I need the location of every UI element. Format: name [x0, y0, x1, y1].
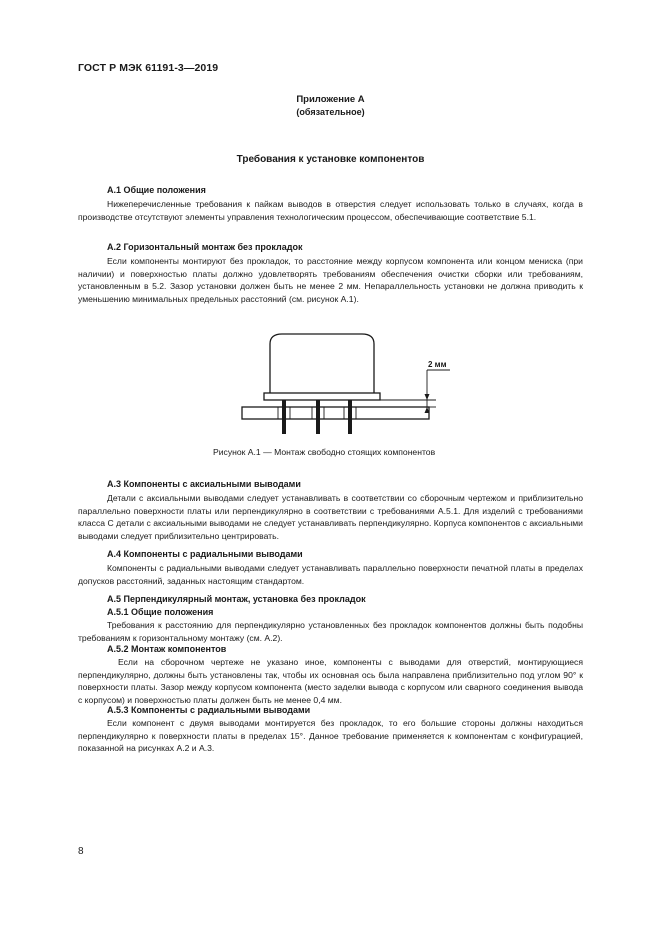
section-a5-heading: А.5 Перпендикулярный монтаж, установка без прокладок — [107, 594, 366, 604]
dimension-label: 2 мм — [428, 360, 447, 369]
section-a4-text: Компоненты с радиальными выводами следует устанавливать параллельно поверхности печатной платы в пределах допусков расстояний, заданных настоящим стандартом. — [78, 563, 583, 586]
component-flange — [264, 393, 380, 400]
lead-3 — [348, 400, 352, 434]
lead-2 — [316, 400, 320, 434]
section-a2-heading: А.2 Горизонтальный монтаж без прокладок — [107, 242, 303, 252]
section-a1-heading: А.1 Общие положения — [107, 185, 206, 195]
section-a1-text: Нижеперечисленные требования к пайкам выводов в отверстия следует использовать только в случаях, когда в производстве отсутствуют элементы управления технологическим процессом, обеспечивающие соответствие 5.1. — [78, 199, 583, 222]
section-a4-heading: А.4 Компоненты с радиальными выводами — [107, 549, 303, 559]
section-a3-heading: А.3 Компоненты с аксиальными выводами — [107, 479, 301, 489]
section-a3-text: Детали с аксиальными выводами следует устанавливать в соответствии со сборочным чертежом и приблизительно параллельно поверхности платы или перпендикулярно в соответствии с требованиями А.5.1. Для изделий с требованиями класса С детали с аксиальными выводами не следует устанавливать перпендикулярно. Корпуса компонентов с аксиальными выводами следует приблизительно центрировать. — [78, 493, 583, 541]
section-a51-heading: А.5.1 Общие положения — [107, 607, 214, 617]
section-a53-text: Если компонент с двумя выводами монтируется без прокладок, то его большие стороны должны находиться перпендикулярно к поверхности платы в пределах 15°. Данное требование применяется к компонентам с конфигурацией, показанной на рисунках А.2 и А.3. — [78, 718, 583, 754]
document-header: ГОСТ Р МЭК 61191-3—2019 — [78, 62, 219, 74]
figure-a1-caption: Рисунок А.1 — Монтаж свободно стоящих компонентов — [213, 447, 436, 457]
component-body — [270, 334, 374, 393]
section-a52-heading: А.5.2 Монтаж компонентов — [107, 644, 227, 654]
appendix-title: Приложение А — [296, 94, 365, 105]
section-a51-text: Требования к расстоянию для перпендикулярно установленных без прокладок компонентов должны быть подобны требованиям к горизонтальному монтажу (см. А.2). — [78, 620, 583, 643]
main-title: Требования к установке компонентов — [236, 154, 425, 165]
circuit-board — [242, 407, 429, 419]
section-a2-text: Если компоненты монтируют без прокладок, то расстояние между корпусом компонента или концом мениска (при наличии) и поверхностью платы должно удовлетворять требованиям обеспечения очистки сборки или требованиям, установленным в 5.2. Зазор установки должен быть не менее 2 мм. Непараллельность установки не должна приводить к уменьшению минимальных предельных расстояний (см. рисунок А.1). — [78, 256, 583, 304]
page-number: 8 — [78, 846, 84, 857]
lead-1 — [282, 400, 286, 434]
section-a53-heading: А.5.3 Компоненты с радиальными выводами — [107, 705, 311, 715]
figure-a1-drawing — [238, 328, 468, 438]
section-a52-text: Если на сборочном чертеже не указано иное, компоненты с выводами для отверстий, монтирующиеся перпендикулярно, должны быть установлены так, чтобы их основная ось была направлена приблизительно под углом 90° к поверхности платы. Зазор между корпусом компонента (место заделки вывода с корпусом или сварного соединения вывода с корпусом) и поверхностью платы должен быть не менее 0,4 мм. — [78, 657, 583, 705]
appendix-status: (обязательное) — [296, 107, 365, 117]
